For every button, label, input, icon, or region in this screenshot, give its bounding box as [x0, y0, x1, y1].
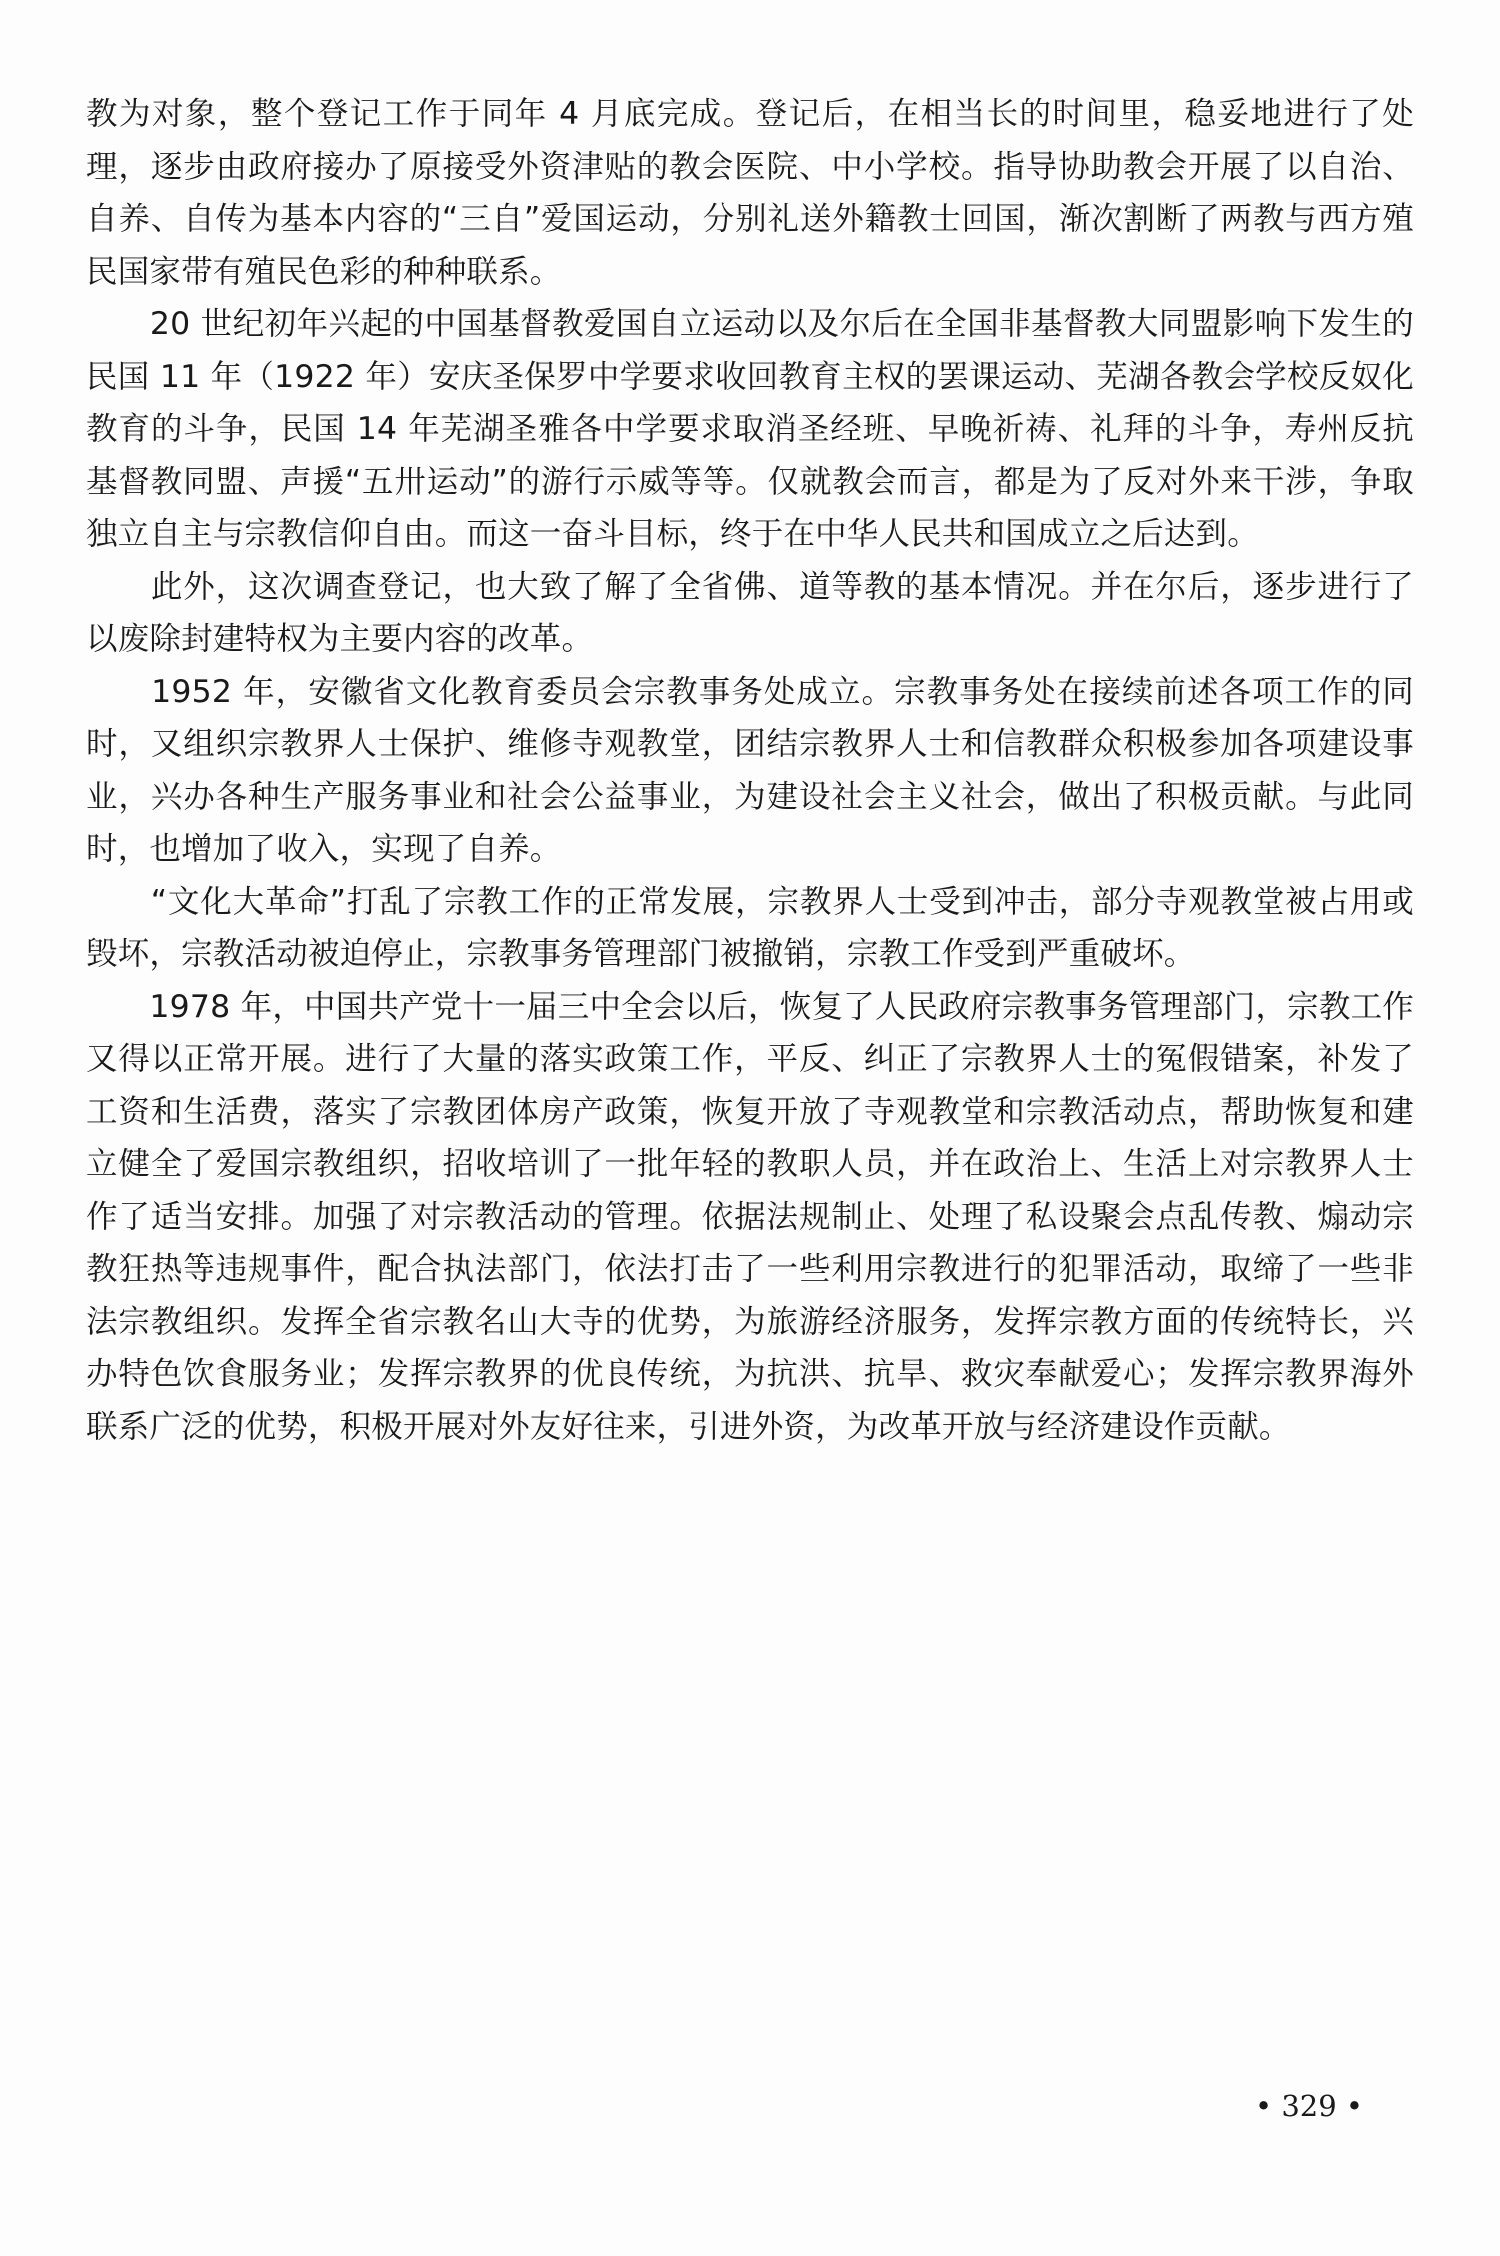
page-number: • 329 • [1255, 2089, 1363, 2123]
paragraph: 此外，这次调查登记，也大致了解了全省佛、道等教的基本情况。并在尔后，逐步进行了以废除封建特权为主要内容的改革。 [86, 568, 1414, 657]
paragraph: 1978 年，中国共产党十一届三中全会以后，恢复了人民政府宗教事务管理部门，宗教工作又得以正常开展。进行了大量的落实政策工作，平反、纠正了宗教界人士的冤假错案，补发了工资和生活费，落实了宗教团体房产政策，恢复开放了寺观教堂和宗教活动点，帮助恢复和建立健全了爱国宗教组织，招收培训了一批年轻的教职人员，并在政治上、生活上对宗教界人士作了适当安排。加强了对宗教活动的管理。依据法规制止、处理了私设聚会点乱传教、煽动宗教狂热等违规事件，配合执法部门，依法打击了一些利用宗教进行的犯罪活动，取缔了一些非法宗教组织。发挥全省宗教名山大寺的优势，为旅游经济服务，发挥宗教方面的传统特长，兴办特色饮食服务业；发挥宗教界的优良传统，为抗洪、抗旱、救灾奉献爱心；发挥宗教界海外联系广泛的优势，积极开展对外友好往来，引进外资，为改革开放与经济建设作贡献。 [86, 988, 1414, 1445]
paragraph: “文化大革命”打乱了宗教工作的正常发展，宗教界人士受到冲击，部分寺观教堂被占用或毁坏，宗教活动被迫停止，宗教事务管理部门被撤销，宗教工作受到严重破坏。 [86, 883, 1414, 972]
body-text [86, 88, 1414, 1453]
paragraph: 教为对象，整个登记工作于同年 4 月底完成。登记后，在相当长的时间里，稳妥地进行了处理，逐步由政府接办了原接受外资津贴的教会医院、中小学校。指导协助教会开展了以自治、自养、自传为基本内容的“三自”爱国运动，分别礼送外籍教士回国，渐次割断了两教与西方殖民国家带有殖民色彩的种种联系。 [86, 96, 1414, 290]
paragraph: 1952 年，安徽省文化教育委员会宗教事务处成立。宗教事务处在接续前述各项工作的同时，又组织宗教界人士保护、维修寺观教堂，团结宗教界人士和信教群众积极参加各项建设事业，兴办各种生产服务事业和社会公益事业，为建设社会主义社会，做出了积极贡献。与此同时，也增加了收入，实现了自养。 [86, 673, 1414, 867]
paragraph: 20 世纪初年兴起的中国基督教爱国自立运动以及尔后在全国非基督教大同盟影响下发生的民国 11 年（1922 年）安庆圣保罗中学要求收回教育主权的罢课运动、芜湖各教会学校反奴化教育的斗争，民国 14 年芜湖圣雅各中学要求取消圣经班、早晚祈祷、礼拜的斗争，寿州反抗基督教同盟、声援“五卅运动”的游行示威等等。仅就教会而言，都是为了反对外来干涉，争取独立自主与宗教信仰自由。而这一奋斗目标，终于在中华人民共和国成立之后达到。 [86, 306, 1414, 552]
